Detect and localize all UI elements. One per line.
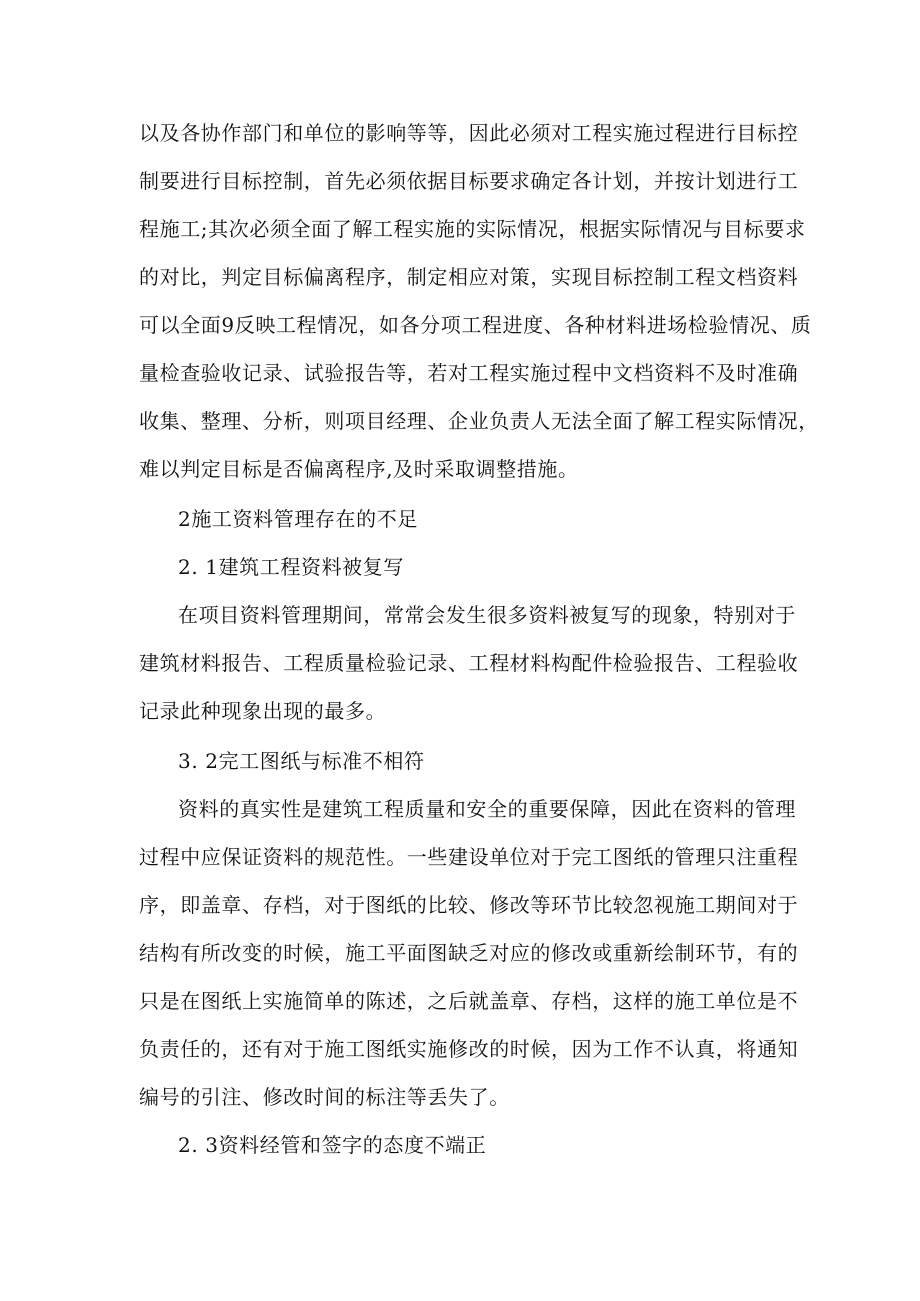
- paragraph-1-line-5: 可以全面9反映工程情况，如各分项工程进度、各种材料进场检验情况、质: [139, 313, 812, 337]
- paragraph-3-line-5: 只是在图纸上实施简单的陈述，之后就盖章、存档，这样的施工单位是不: [139, 989, 799, 1013]
- section-heading-2-3: 2. 3资料经管和签字的态度不端正: [178, 1133, 487, 1157]
- paragraph-2-line-3: 记录此种现象出现的最多。: [139, 699, 387, 723]
- paragraph-3-line-2: 过程中应保证资料的规范性。一些建设单位对于完工图纸的管理只注重程: [139, 845, 799, 869]
- paragraph-1-line-7: 收集、整理、分析，则项目经理、企业负责人无法全面了解工程实际情况，: [139, 409, 819, 433]
- paragraph-3-line-7: 编号的引注、修改时间的标注等丢失了。: [139, 1085, 510, 1109]
- paragraph-1-line-8: 难以判定目标是否偏离程序,及时采取调整措施。: [139, 457, 579, 481]
- section-heading-2: 2施工资料管理存在的不足: [178, 507, 418, 531]
- paragraph-1-line-4: 的对比，判定目标偏离程序，制定相应对策，实现目标控制工程文档资料: [139, 265, 799, 289]
- section-heading-3-2: 3. 2完工图纸与标准不相符: [178, 749, 425, 773]
- paragraph-1-line-3: 程施工;其次必须全面了解工程实施的实际情况，根据实际情况与目标要求: [139, 217, 806, 241]
- paragraph-3-line-3: 序，即盖章、存档，对于图纸的比较、修改等环节比较忽视施工期间对于: [139, 893, 799, 917]
- section-heading-2-1: 2. 1建筑工程资料被复写: [178, 555, 404, 579]
- paragraph-3-line-6: 负责任的，还有对于施工图纸实施修改的时候，因为工作不认真，将通知: [139, 1037, 799, 1061]
- paragraph-1-line-6: 量检查验收记录、试验报告等，若对工程实施过程中文档资料不及时准确: [139, 361, 799, 385]
- paragraph-3-line-4: 结构有所改变的时候，施工平面图缺乏对应的修改或重新绘制环节，有的: [139, 941, 799, 965]
- paragraph-2-line-1: 在项目资料管理期间，常常会发生很多资料被复写的现象，特别对于: [178, 603, 796, 627]
- paragraph-3-line-1: 资料的真实性是建筑工程质量和安全的重要保障，因此在资料的管理: [178, 797, 796, 821]
- paragraph-1-line-2: 制要进行目标控制，首先必须依据目标要求确定各计划，并按计划进行工: [139, 169, 799, 193]
- paragraph-1-line-1: 以及各协作部门和单位的影响等等，因此必须对工程实施过程进行目标控: [139, 121, 799, 145]
- paragraph-2-line-2: 建筑材料报告、工程质量检验记录、工程材料构配件检验报告、工程验收: [139, 651, 799, 675]
